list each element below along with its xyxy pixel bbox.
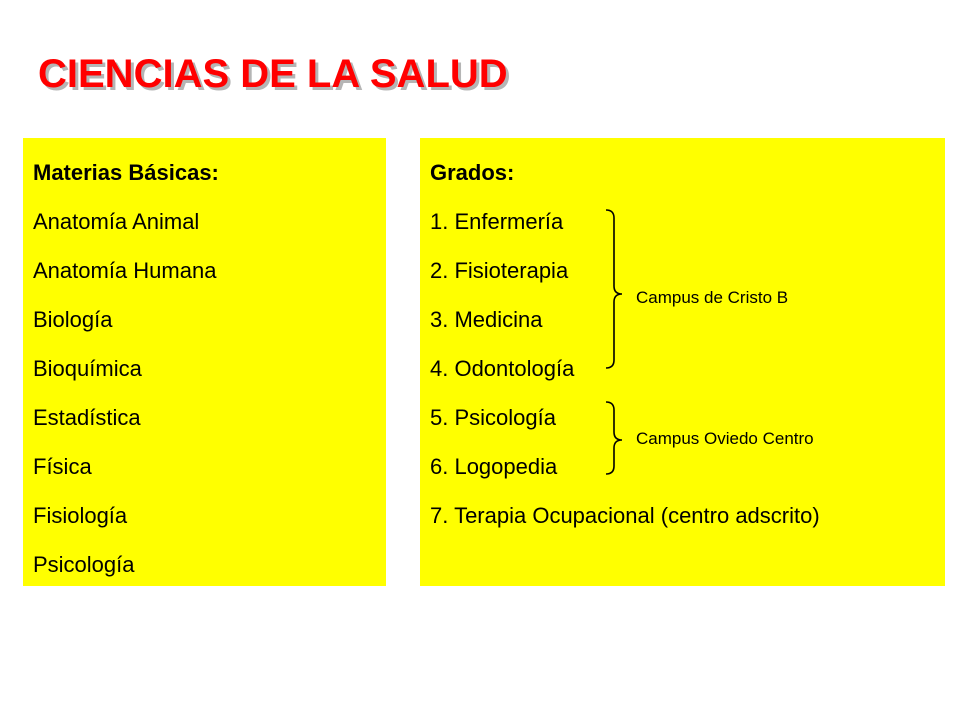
materia-item: Psicología — [33, 552, 135, 577]
materia-item: Física — [33, 454, 92, 479]
campus-oviedo-label: Campus Oviedo Centro — [636, 429, 814, 448]
materia-item: Estadística — [33, 405, 141, 430]
materia-item: Anatomía Humana — [33, 258, 217, 283]
materia-item: Biología — [33, 307, 113, 332]
slide-title: CIENCIAS DE LA SALUD — [38, 52, 508, 96]
materias-list — [33, 148, 219, 589]
grado-item: 5. Psicología — [430, 405, 556, 430]
grado-item: 3. Medicina — [430, 307, 543, 332]
grados-panel — [420, 138, 945, 586]
campus-cristo-label: Campus de Cristo B — [636, 288, 789, 307]
grado-item: 1. Enfermería — [430, 209, 564, 234]
materia-item: Bioquímica — [33, 356, 142, 381]
grados-heading: Grados: — [430, 160, 515, 185]
materias-heading: Materias Básicas: — [33, 160, 219, 185]
materias-basicas-panel — [23, 138, 386, 586]
grado-item: 6. Logopedia — [430, 454, 558, 479]
materia-item: Anatomía Animal — [33, 209, 200, 234]
grado-item: 7. Terapia Ocupacional (centro adscrito) — [430, 503, 820, 528]
grado-item: 2. Fisioterapia — [430, 258, 569, 283]
grados-list — [430, 148, 820, 540]
grado-item: 4. Odontología — [430, 356, 575, 381]
materia-item: Fisiología — [33, 503, 128, 528]
